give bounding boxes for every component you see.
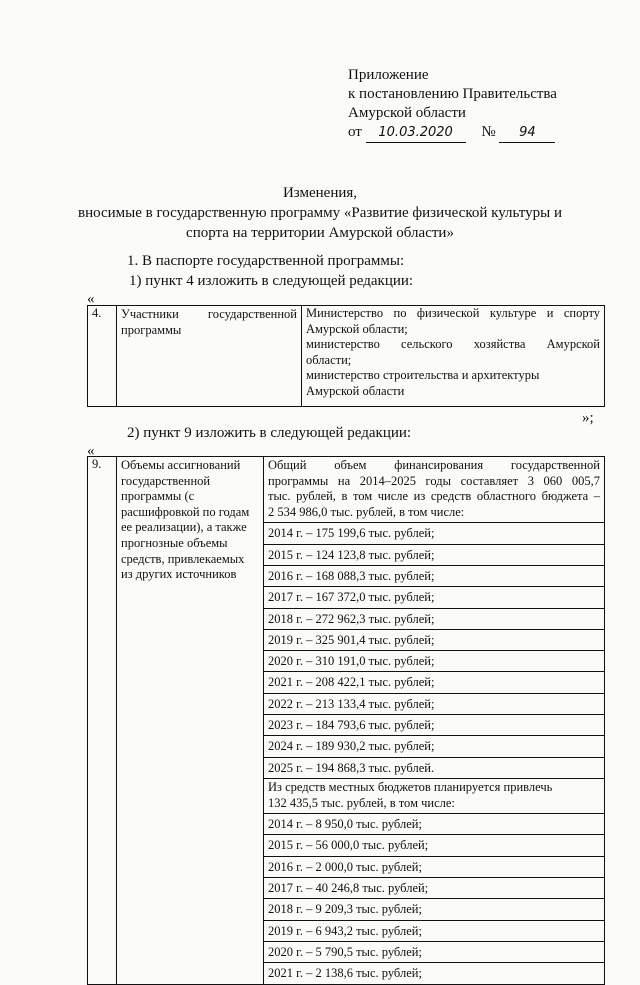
- regional-year-row: 2024 г. – 189 930,2 тыс. рублей;: [264, 736, 604, 757]
- table2-row-number: 9.: [88, 457, 117, 985]
- table1-label: [121, 307, 297, 338]
- regional-year-row: 2022 г. – 213 133,4 тыс. рублей;: [264, 694, 604, 715]
- handwritten-date: 10.03.2020: [378, 125, 453, 140]
- local-year-row: 2020 г. – 5 790,5 тыс. рублей;: [264, 942, 604, 963]
- doc-title: Изменения,: [282, 185, 358, 201]
- section1-point1: 1) пункт 4 изложить в следующей редакции:: [129, 273, 414, 289]
- funding-intro-line: программы на 2014–2025 годы составляет 3 060 005,7: [268, 473, 600, 488]
- table2-label-line: из других источников: [121, 567, 237, 582]
- table1-value-line: Амурской области;: [306, 321, 408, 336]
- table1-value-line: Амурской области: [306, 383, 405, 398]
- section1-heading: 1. В паспорте государственной программы:: [127, 253, 405, 269]
- table1-row-number: 4.: [88, 306, 117, 407]
- table1-value-line: области;: [306, 352, 352, 367]
- regional-year-row: 2018 г. – 272 962,3 тыс. рублей;: [264, 609, 604, 630]
- local-intro-line: Из средств местных бюджетов планируется привлечь: [268, 779, 553, 794]
- doc-title-line2: вносимые в государственную программу «Развитие физической культуры и: [77, 205, 563, 221]
- region-label: Амурской области: [348, 105, 466, 121]
- regional-year-row: 2015 г. – 124 123,8 тыс. рублей;: [264, 545, 604, 566]
- regional-year-row: 2021 г. – 208 422,1 тыс. рублей;: [264, 672, 604, 693]
- regional-year-row: 2023 г. – 184 793,6 тыс. рублей;: [264, 715, 604, 736]
- local-year-row: 2016 г. – 2 000,0 тыс. рублей;: [264, 857, 604, 878]
- local-year-row: 2015 г. – 56 000,0 тыс. рублей;: [264, 835, 604, 856]
- table2-label-line: государственной: [121, 473, 211, 488]
- annex-label: Приложение: [348, 67, 429, 83]
- regional-year-row: 2017 г. – 167 372,0 тыс. рублей;: [264, 587, 604, 608]
- table2-label-line: Объемы ассигнований: [121, 458, 241, 472]
- table2-open-quote: «: [87, 443, 95, 459]
- regional-year-row: 2020 г. – 310 191,0 тыс. рублей;: [264, 651, 604, 672]
- table2-label-line: прогнозные объемы: [121, 535, 228, 550]
- funding-intro-line: Общий объем финансирования государственной: [268, 458, 600, 472]
- funding-intro-line: 2 534 986,0 тыс. рублей, в том числе:: [268, 504, 465, 519]
- table1-open-quote: «: [87, 291, 95, 307]
- local-intro-line: 132 435,5 тыс. рублей, в том числе:: [268, 795, 455, 810]
- date-underline: [366, 123, 466, 143]
- table2-label-line: программы (с: [121, 489, 195, 504]
- table1-close-quote: »;: [582, 410, 594, 426]
- local-year-row: 2014 г. – 8 950,0 тыс. рублей;: [264, 814, 604, 835]
- table-participants: [87, 305, 605, 407]
- from-label: от: [348, 124, 362, 140]
- funding-intro: [264, 457, 604, 523]
- table2-label-line: ее реализации), а также: [121, 520, 247, 535]
- section2-point2: 2) пункт 9 изложить в следующей редакции:: [127, 425, 412, 441]
- funding-intro-line: тыс. рублей, в том числе из средств областного бюджета –: [268, 489, 600, 504]
- local-year-row: 2021 г. – 2 138,6 тыс. рублей;: [268, 966, 422, 981]
- number-underline: [499, 123, 555, 143]
- number-label: №: [481, 124, 496, 140]
- date-number-line: [348, 123, 555, 143]
- local-year-row: 2018 г. – 9 209,3 тыс. рублей;: [264, 899, 604, 920]
- table2-label-line: расшифровкой по годам: [121, 504, 250, 519]
- table1-value-cell: [302, 306, 605, 407]
- local-funding-intro: [264, 779, 604, 814]
- table1-value-line: министерство строительства и архитектуры: [306, 368, 540, 383]
- table-funding: [87, 456, 605, 985]
- doc-title-line3: спорта на территории Амурской области»: [186, 225, 454, 241]
- regional-year-row: 2025 г. – 194 868,3 тыс. рублей.: [264, 758, 604, 779]
- local-year-row: 2017 г. – 40 246,8 тыс. рублей;: [264, 878, 604, 899]
- table1-label-cell: [117, 306, 302, 407]
- regional-year-row: 2019 г. – 325 901,4 тыс. рублей;: [264, 630, 604, 651]
- table1-label-text: Участники государственной программы: [121, 307, 297, 337]
- resolution-label: к постановлению Правительства: [348, 86, 557, 102]
- local-year-row: 2019 г. – 6 943,2 тыс. рублей;: [264, 921, 604, 942]
- table1-value-line: министерство сельского хозяйства Амурской: [306, 337, 600, 352]
- table1-value-line: Министерство по физической культуре и спорту: [306, 306, 600, 320]
- regional-year-row: 2016 г. – 168 088,3 тыс. рублей;: [264, 566, 604, 587]
- handwritten-number: 94: [519, 125, 536, 140]
- table2-label-line: средств, привлекаемых: [121, 551, 245, 566]
- regional-year-row: 2014 г. – 175 199,6 тыс. рублей;: [264, 523, 604, 544]
